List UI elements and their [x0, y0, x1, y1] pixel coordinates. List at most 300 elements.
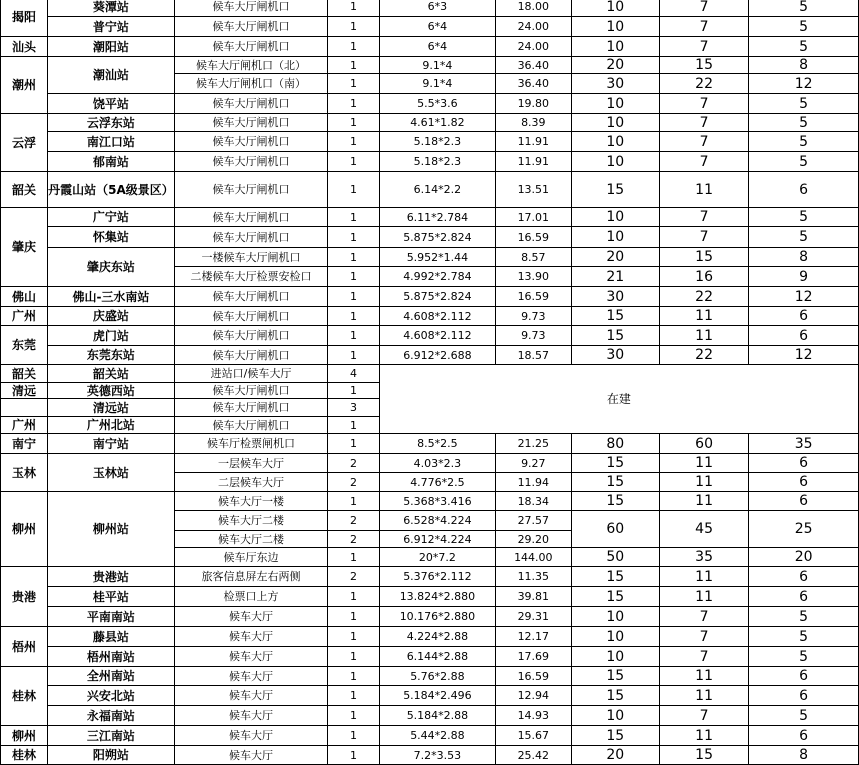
location-cell: 候车大厅	[174, 667, 328, 686]
station-cell: 怀集站	[48, 227, 175, 248]
size-cell: 6.14*2.2	[379, 172, 495, 208]
table-row	[1, 686, 859, 706]
table-row	[1, 37, 859, 57]
station-cell: 佛山-三水南站	[48, 287, 175, 307]
location-cell: 候车大厅闸机口（南）	[174, 74, 328, 94]
value-2-cell: 11	[659, 667, 748, 686]
table-row	[1, 172, 859, 208]
city-cell: 东莞	[1, 326, 48, 365]
value-2-cell: 7	[659, 94, 748, 114]
location-cell: 进站口/候车大厅	[174, 365, 328, 383]
value-3-cell: 6	[749, 172, 859, 208]
table-row	[1, 0, 859, 17]
area-cell: 17.69	[496, 647, 571, 667]
size-cell: 4.224*2.88	[379, 627, 495, 647]
value-2-cell: 7	[659, 17, 748, 37]
value-1-cell: 15	[571, 567, 659, 587]
value-2-cell: 7	[659, 627, 748, 647]
quantity-cell: 1	[328, 706, 379, 726]
station-cell: 丹霞山站（5A级景区）	[48, 172, 175, 208]
city-cell: 佛山	[1, 287, 48, 307]
quantity-cell: 1	[328, 0, 379, 17]
station-cell: 潮汕站	[48, 57, 175, 94]
quantity-cell: 1	[328, 667, 379, 686]
table-row	[1, 114, 859, 132]
station-cell: 全州南站	[48, 667, 175, 686]
value-2-cell: 7	[659, 37, 748, 57]
area-cell: 11.35	[496, 567, 571, 587]
table-row	[1, 365, 859, 383]
quantity-cell: 1	[328, 172, 379, 208]
area-cell: 16.59	[496, 667, 571, 686]
quantity-cell: 2	[328, 567, 379, 587]
quantity-cell: 1	[328, 57, 379, 74]
value-2-cell: 22	[659, 346, 748, 365]
table-row	[1, 287, 859, 307]
location-cell: 候车大厅闸机口	[174, 37, 328, 57]
value-3-cell: 6	[749, 667, 859, 686]
station-cell: 英德西站	[48, 383, 175, 399]
area-cell: 9.27	[496, 454, 571, 473]
table-row	[1, 746, 859, 765]
location-cell: 候车大厅	[174, 686, 328, 706]
value-2-cell: 7	[659, 0, 748, 17]
quantity-cell: 2	[328, 511, 379, 531]
location-cell: 候车厅东边	[174, 548, 328, 567]
value-2-cell: 11	[659, 492, 748, 511]
value-3-cell: 25	[749, 511, 859, 548]
size-cell: 4.608*2.112	[379, 307, 495, 326]
area-cell: 16.59	[496, 287, 571, 307]
location-cell: 二楼候车大厅检票安检口	[174, 267, 328, 287]
area-cell: 29.20	[496, 531, 571, 548]
value-3-cell: 12	[749, 346, 859, 365]
city-cell: 揭阳	[1, 0, 48, 37]
value-1-cell: 15	[571, 667, 659, 686]
value-2-cell: 7	[659, 208, 748, 227]
value-1-cell: 30	[571, 287, 659, 307]
value-2-cell: 11	[659, 726, 748, 746]
value-1-cell: 10	[571, 647, 659, 667]
size-cell: 4.03*2.3	[379, 454, 495, 473]
area-cell: 19.80	[496, 94, 571, 114]
value-1-cell: 10	[571, 627, 659, 647]
table-row	[1, 706, 859, 726]
size-cell: 13.824*2.880	[379, 587, 495, 607]
value-2-cell: 7	[659, 152, 748, 172]
quantity-cell: 1	[328, 726, 379, 746]
area-cell: 16.59	[496, 227, 571, 248]
station-cell: 庆盛站	[48, 307, 175, 326]
station-cell: 藤县站	[48, 627, 175, 647]
value-1-cell: 15	[571, 587, 659, 607]
value-2-cell: 16	[659, 267, 748, 287]
table-row	[1, 492, 859, 511]
value-2-cell: 11	[659, 326, 748, 346]
quantity-cell: 2	[328, 454, 379, 473]
value-2-cell: 11	[659, 567, 748, 587]
value-3-cell: 8	[749, 248, 859, 267]
area-cell: 11.91	[496, 132, 571, 152]
location-cell: 候车大厅	[174, 706, 328, 726]
value-1-cell: 10	[571, 152, 659, 172]
value-3-cell: 5	[749, 208, 859, 227]
location-cell: 候车大厅闸机口	[174, 287, 328, 307]
quantity-cell: 1	[328, 208, 379, 227]
quantity-cell: 1	[328, 346, 379, 365]
table-row	[1, 208, 859, 227]
value-3-cell: 12	[749, 287, 859, 307]
quantity-cell: 1	[328, 287, 379, 307]
size-cell: 5.5*3.6	[379, 94, 495, 114]
value-2-cell: 11	[659, 686, 748, 706]
station-cell: 桂平站	[48, 587, 175, 607]
table-row	[1, 567, 859, 587]
value-2-cell: 11	[659, 307, 748, 326]
value-2-cell: 11	[659, 454, 748, 473]
value-2-cell: 7	[659, 706, 748, 726]
size-cell: 6*4	[379, 17, 495, 37]
area-cell: 12.94	[496, 686, 571, 706]
table-row	[1, 454, 859, 473]
quantity-cell: 1	[328, 587, 379, 607]
size-cell: 5.184*2.496	[379, 686, 495, 706]
station-cell: 清远站	[48, 399, 175, 417]
area-cell: 18.34	[496, 492, 571, 511]
value-2-cell: 15	[659, 746, 748, 765]
value-1-cell: 10	[571, 607, 659, 627]
table-row	[1, 627, 859, 647]
station-cell: 韶关站	[48, 365, 175, 383]
quantity-cell: 1	[328, 132, 379, 152]
value-2-cell: 7	[659, 227, 748, 248]
location-cell: 二层候车大厅	[174, 473, 328, 492]
location-cell: 候车大厅闸机口	[174, 114, 328, 132]
station-cell: 广州北站	[48, 417, 175, 434]
city-cell: 韶关	[1, 365, 48, 383]
value-2-cell: 22	[659, 287, 748, 307]
location-cell: 检票口上方	[174, 587, 328, 607]
value-1-cell: 15	[571, 492, 659, 511]
area-cell: 11.94	[496, 473, 571, 492]
size-cell: 5.18*2.3	[379, 152, 495, 172]
quantity-cell: 3	[328, 399, 379, 417]
size-cell: 10.176*2.880	[379, 607, 495, 627]
station-cell: 普宁站	[48, 17, 175, 37]
table-row	[1, 607, 859, 627]
value-2-cell: 11	[659, 172, 748, 208]
size-cell: 5.376*2.112	[379, 567, 495, 587]
location-cell: 候车大厅	[174, 647, 328, 667]
value-2-cell: 7	[659, 132, 748, 152]
city-cell: 云浮	[1, 114, 48, 172]
station-cell: 永福南站	[48, 706, 175, 726]
quantity-cell: 2	[328, 473, 379, 492]
quantity-cell: 1	[328, 548, 379, 567]
city-cell: 汕头	[1, 37, 48, 57]
value-3-cell: 6	[749, 567, 859, 587]
size-cell: 6.912*4.224	[379, 531, 495, 548]
city-cell: 肇庆	[1, 208, 48, 287]
value-2-cell: 22	[659, 74, 748, 94]
quantity-cell: 1	[328, 114, 379, 132]
location-cell: 候车大厅闸机口	[174, 326, 328, 346]
size-cell: 5.875*2.824	[379, 287, 495, 307]
quantity-cell: 1	[328, 17, 379, 37]
value-1-cell: 15	[571, 454, 659, 473]
station-cell: 贵港站	[48, 567, 175, 587]
station-cell: 葵潭站	[48, 0, 175, 17]
value-2-cell: 7	[659, 114, 748, 132]
location-cell: 候车大厅闸机口	[174, 132, 328, 152]
table-row	[1, 227, 859, 248]
station-cell: 三江南站	[48, 726, 175, 746]
value-3-cell: 35	[749, 434, 859, 454]
value-3-cell: 5	[749, 627, 859, 647]
value-3-cell: 6	[749, 492, 859, 511]
value-1-cell: 20	[571, 248, 659, 267]
station-cell: 兴安北站	[48, 686, 175, 706]
table-body	[1, 0, 859, 765]
value-1-cell: 10	[571, 208, 659, 227]
city-cell: 南宁	[1, 434, 48, 454]
station-cell: 南江口站	[48, 132, 175, 152]
quantity-cell: 1	[328, 152, 379, 172]
city-cell: 广州	[1, 417, 48, 434]
location-cell: 候车大厅闸机口	[174, 17, 328, 37]
location-cell: 候车大厅一楼	[174, 492, 328, 511]
table-row	[1, 94, 859, 114]
location-cell: 候车大厅闸机口	[174, 94, 328, 114]
table-row	[1, 726, 859, 746]
quantity-cell: 1	[328, 383, 379, 399]
location-cell: 候车大厅二楼	[174, 511, 328, 531]
size-cell: 20*7.2	[379, 548, 495, 567]
area-cell: 14.93	[496, 706, 571, 726]
value-1-cell: 60	[571, 511, 659, 548]
area-cell: 144.00	[496, 548, 571, 567]
location-cell: 候车大厅	[174, 607, 328, 627]
location-cell: 候车大厅	[174, 746, 328, 765]
value-1-cell: 10	[571, 114, 659, 132]
value-3-cell: 12	[749, 74, 859, 94]
quantity-cell: 1	[328, 746, 379, 765]
value-3-cell: 5	[749, 0, 859, 17]
value-3-cell: 6	[749, 686, 859, 706]
table-row	[1, 57, 859, 74]
quantity-cell: 1	[328, 647, 379, 667]
value-3-cell: 5	[749, 114, 859, 132]
area-cell: 13.51	[496, 172, 571, 208]
area-cell: 27.57	[496, 511, 571, 531]
size-cell: 5.184*2.88	[379, 706, 495, 726]
size-cell: 9.1*4	[379, 74, 495, 94]
value-3-cell: 6	[749, 326, 859, 346]
location-cell: 一层候车大厅	[174, 454, 328, 473]
station-cell: 虎门站	[48, 326, 175, 346]
value-2-cell: 7	[659, 647, 748, 667]
size-cell: 6.144*2.88	[379, 647, 495, 667]
value-2-cell: 15	[659, 57, 748, 74]
value-3-cell: 6	[749, 587, 859, 607]
location-cell: 候车大厅闸机口	[174, 208, 328, 227]
value-3-cell: 6	[749, 454, 859, 473]
city-cell: 桂林	[1, 667, 48, 726]
value-3-cell: 5	[749, 94, 859, 114]
value-3-cell: 5	[749, 647, 859, 667]
table-row	[1, 152, 859, 172]
under-construction-cell: 在建	[379, 365, 858, 434]
value-2-cell: 11	[659, 587, 748, 607]
station-cell: 玉林站	[48, 454, 175, 492]
value-1-cell: 80	[571, 434, 659, 454]
station-cell: 南宁站	[48, 434, 175, 454]
location-cell: 候车大厅闸机口	[174, 0, 328, 17]
value-1-cell: 15	[571, 307, 659, 326]
size-cell: 4.992*2.784	[379, 267, 495, 287]
quantity-cell: 2	[328, 531, 379, 548]
table-row	[1, 132, 859, 152]
value-1-cell: 30	[571, 346, 659, 365]
location-cell: 候车大厅闸机口	[174, 227, 328, 248]
city-cell: 桂林	[1, 746, 48, 765]
size-cell: 5.875*2.824	[379, 227, 495, 248]
quantity-cell: 1	[328, 307, 379, 326]
quantity-cell: 1	[328, 94, 379, 114]
value-1-cell: 20	[571, 746, 659, 765]
location-cell: 候车大厅闸机口	[174, 399, 328, 417]
value-3-cell: 5	[749, 706, 859, 726]
size-cell: 6.11*2.784	[379, 208, 495, 227]
station-cell: 郁南站	[48, 152, 175, 172]
value-3-cell: 5	[749, 152, 859, 172]
size-cell: 5.952*1.44	[379, 248, 495, 267]
value-3-cell: 6	[749, 307, 859, 326]
quantity-cell: 1	[328, 248, 379, 267]
value-2-cell: 7	[659, 607, 748, 627]
value-3-cell: 5	[749, 607, 859, 627]
size-cell: 5.76*2.88	[379, 667, 495, 686]
city-cell: 清远	[1, 383, 48, 399]
value-3-cell: 5	[749, 37, 859, 57]
city-cell: 柳州	[1, 726, 48, 746]
location-cell: 候车厅检票闸机口	[174, 434, 328, 454]
size-cell: 6.528*4.224	[379, 511, 495, 531]
value-3-cell: 8	[749, 746, 859, 765]
city-cell	[1, 399, 48, 417]
value-3-cell: 9	[749, 267, 859, 287]
value-1-cell: 15	[571, 726, 659, 746]
location-cell: 旅客信息屏左右两侧	[174, 567, 328, 587]
area-cell: 8.57	[496, 248, 571, 267]
location-cell: 候车大厅闸机口	[174, 417, 328, 434]
station-cell: 东莞东站	[48, 346, 175, 365]
size-cell: 5.18*2.3	[379, 132, 495, 152]
station-cell: 饶平站	[48, 94, 175, 114]
value-1-cell: 30	[571, 74, 659, 94]
table-row	[1, 587, 859, 607]
value-2-cell: 11	[659, 473, 748, 492]
area-cell: 15.67	[496, 726, 571, 746]
station-cell: 梧州南站	[48, 647, 175, 667]
area-cell: 18.57	[496, 346, 571, 365]
location-cell: 候车大厅	[174, 726, 328, 746]
station-cell: 平南南站	[48, 607, 175, 627]
size-cell: 4.608*2.112	[379, 326, 495, 346]
quantity-cell: 1	[328, 267, 379, 287]
area-cell: 36.40	[496, 74, 571, 94]
table-row	[1, 307, 859, 326]
size-cell: 6*3	[379, 0, 495, 17]
value-2-cell: 35	[659, 548, 748, 567]
quantity-cell: 4	[328, 365, 379, 383]
value-2-cell: 15	[659, 248, 748, 267]
quantity-cell: 1	[328, 607, 379, 627]
value-1-cell: 15	[571, 473, 659, 492]
table-row	[1, 326, 859, 346]
value-2-cell: 45	[659, 511, 748, 548]
area-cell: 9.73	[496, 326, 571, 346]
area-cell: 12.17	[496, 627, 571, 647]
location-cell: 候车大厅闸机口	[174, 307, 328, 326]
area-cell: 13.90	[496, 267, 571, 287]
table-row	[1, 248, 859, 267]
location-cell: 候车大厅闸机口	[174, 383, 328, 399]
value-1-cell: 20	[571, 57, 659, 74]
area-cell: 9.73	[496, 307, 571, 326]
table-row	[1, 17, 859, 37]
value-1-cell: 15	[571, 326, 659, 346]
location-cell: 候车大厅二楼	[174, 531, 328, 548]
city-cell: 柳州	[1, 492, 48, 567]
city-cell: 梧州	[1, 627, 48, 667]
table-row	[1, 667, 859, 686]
area-cell: 29.31	[496, 607, 571, 627]
value-3-cell: 5	[749, 17, 859, 37]
location-cell: 候车大厅闸机口	[174, 172, 328, 208]
value-3-cell: 6	[749, 473, 859, 492]
quantity-cell: 1	[328, 74, 379, 94]
area-cell: 17.01	[496, 208, 571, 227]
quantity-cell: 1	[328, 627, 379, 647]
area-cell: 21.25	[496, 434, 571, 454]
value-1-cell: 10	[571, 0, 659, 17]
value-3-cell: 5	[749, 132, 859, 152]
location-cell: 一楼候车大厅闸机口	[174, 248, 328, 267]
value-3-cell: 5	[749, 227, 859, 248]
size-cell: 6.912*2.688	[379, 346, 495, 365]
size-cell: 4.61*1.82	[379, 114, 495, 132]
station-cell: 柳州站	[48, 492, 175, 567]
value-2-cell: 60	[659, 434, 748, 454]
value-3-cell: 6	[749, 726, 859, 746]
area-cell: 25.42	[496, 746, 571, 765]
value-1-cell: 50	[571, 548, 659, 567]
area-cell: 24.00	[496, 17, 571, 37]
table-row	[1, 434, 859, 454]
size-cell: 6*4	[379, 37, 495, 57]
quantity-cell: 1	[328, 37, 379, 57]
value-1-cell: 10	[571, 706, 659, 726]
value-1-cell: 21	[571, 267, 659, 287]
quantity-cell: 1	[328, 326, 379, 346]
quantity-cell: 1	[328, 434, 379, 454]
value-3-cell: 20	[749, 548, 859, 567]
station-cell: 潮阳站	[48, 37, 175, 57]
location-cell: 候车大厅闸机口	[174, 152, 328, 172]
city-cell: 潮州	[1, 57, 48, 114]
size-cell: 9.1*4	[379, 57, 495, 74]
